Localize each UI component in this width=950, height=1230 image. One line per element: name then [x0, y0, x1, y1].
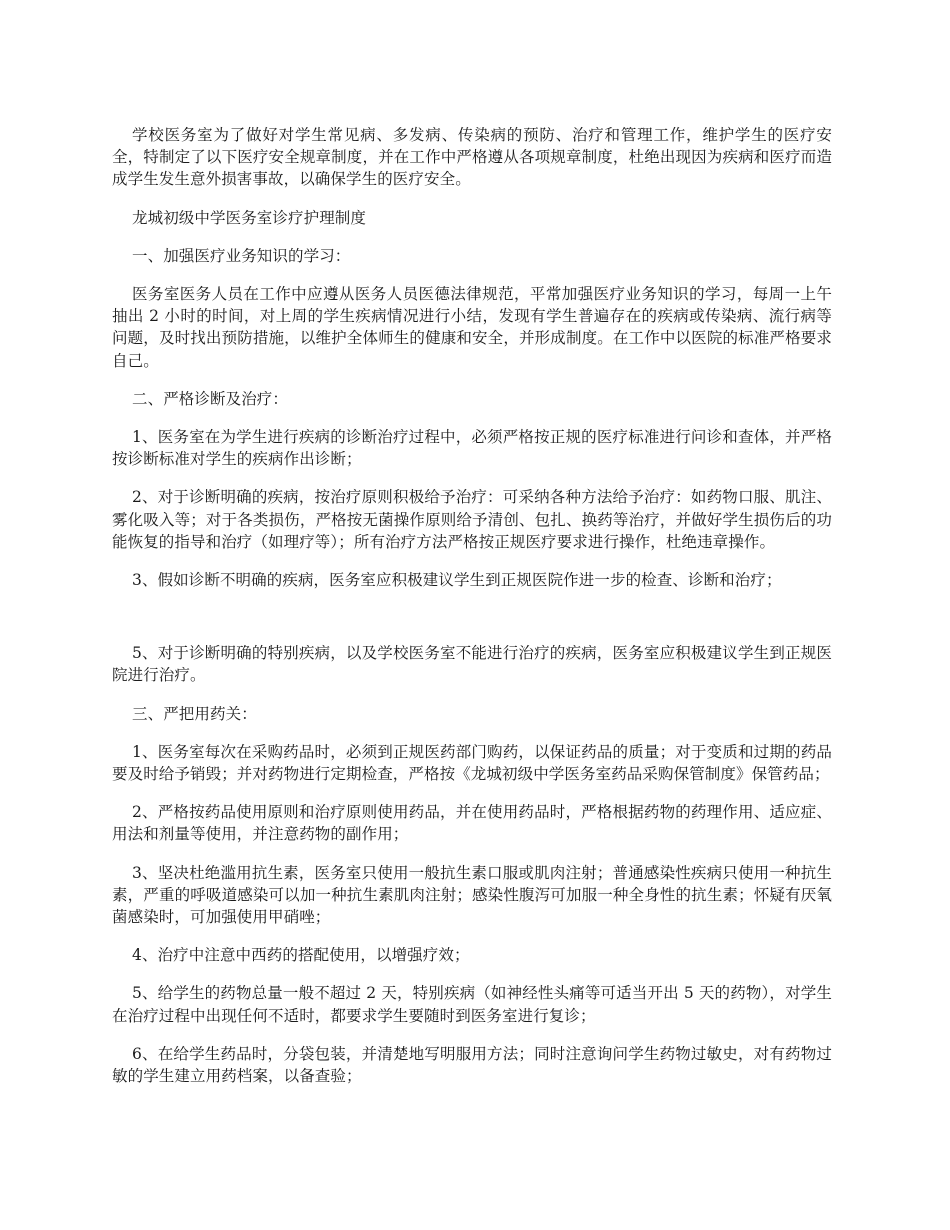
- section-3-item-4: 4、治疗中注意中西药的搭配使用，以增强疗效；: [132, 946, 470, 965]
- section-3-item-3: 3、坚决杜绝滥用抗生素，医务室只使用一般抗生素口服或肌肉注射；普通感染性疾病只使用一种抗生素，严重的呼吸道感染可以加一种抗生素肌肉注射；感染性腹泻可加服一种全身性的抗生素；怀疑有厌氧菌感染时，可加强使用甲硝唑；: [112, 863, 832, 927]
- section-3-item-5: 5、给学生的药物总量一般不超过 2 天，特别疾病（如神经性头痛等可适当开出 5 天的药物），对学生在治疗过程中出现任何不适时，都要求学生要随时到医务室进行复诊；: [112, 984, 832, 1025]
- section-3-item-2: 2、严格按药品使用原则和治疗原则使用药品，并在使用药品时，严格根据药物的药理作用、适应症、用法和剂量等使用，并注意药物的副作用；: [112, 803, 832, 844]
- section-2-item-3: 3、假如诊断不明确的疾病，医务室应积极建议学生到正规医院作进一步的检查、诊断和治疗；: [132, 571, 782, 590]
- blank-gap: [112, 607, 832, 642]
- section-heading-3: 三、严把用药关：: [132, 704, 257, 723]
- section-2-item-5: 5、对于诊断明确的特别疾病，以及学校医务室不能进行治疗的疾病，医务室应积极建议学生到正规医院进行治疗。: [112, 644, 832, 685]
- section-1-paragraph: 医务室医务人员在工作中应遵从医务人员医德法律规范，平常加强医疗业务知识的学习，每周一上午抽出 2 小时的时间，对上周的学生疾病情况进行小结，发现有学生普遍存在的疾病或传染病、流行病等问题，及时找出预防措施，以维护全体师生的健康和安全，并形成制度。在工作中以医院的标准严格要求自己。: [112, 285, 832, 370]
- section-2-item-2: 2、对于诊断明确的疾病，按治疗原则积极给予治疗：可采纳各种方法给予治疗：如药物口服、肌注、雾化吸入等；对于各类损伤，严格按无菌操作原则给予清创、包扎、换药等治疗，并做好学生损伤后的功能恢复的指导和治疗（如理疗等）；所有治疗方法严格按正规医疗要求进行操作，杜绝违章操作。: [112, 488, 832, 551]
- section-3-item-1: 1、医务室每次在采购药品时，必须到正规医药部门购药，以保证药品的质量；对于变质和过期的药品要及时给予销毁；并对药物进行定期检查，严格按《龙城初级中学医务室药品采购保管制度》保管药品；: [112, 742, 832, 784]
- section-2-item-1: 1、医务室在为学生进行疾病的诊断治疗过程中，必须严格按正规的医疗标准进行问诊和查体，并严格按诊断标准对学生的疾病作出诊断；: [112, 428, 832, 469]
- section-3-item-6: 6、在给学生药品时，分袋包装，并清楚地写明服用方法；同时注意询问学生药物过敏史，对有药物过敏的学生建立用药档案，以备查验；: [112, 1044, 832, 1086]
- document-title: 龙城初级中学医务室诊疗护理制度: [132, 208, 367, 227]
- intro-paragraph: 学校医务室为了做好对学生常见病、多发病、传染病的预防、治疗和管理工作，维护学生的医疗安全，特制定了以下医疗安全规章制度，并在工作中严格遵从各项规章制度，杜绝出现因为疾病和医疗而造成学生发生意外损害事故，以确保学生的医疗安全。: [112, 126, 832, 189]
- document-body: [112, 124, 832, 1103]
- section-heading-2: 二、严格诊断及治疗：: [132, 389, 289, 408]
- section-heading-1: 一、加强医疗业务知识的学习：: [132, 246, 351, 265]
